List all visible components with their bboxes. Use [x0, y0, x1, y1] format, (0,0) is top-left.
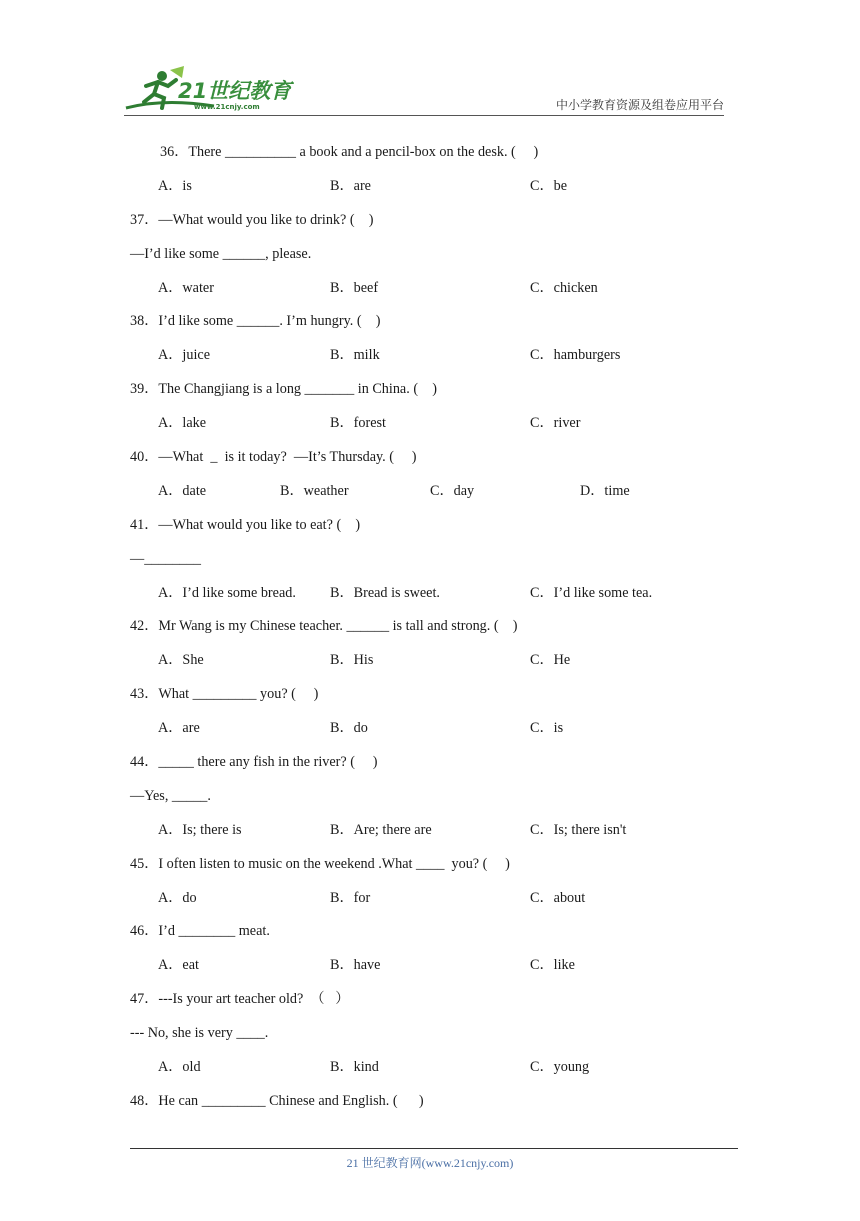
- options-43: [130, 712, 750, 746]
- question-37: 37．—What would you like to drink? ( ): [130, 211, 374, 228]
- option-a: A．are: [158, 720, 200, 737]
- option-a: A．do: [158, 889, 197, 906]
- option-c: C．young: [530, 1059, 590, 1076]
- option-b: B．His: [330, 652, 374, 669]
- question-44-continuation: —Yes, _____.: [130, 787, 211, 804]
- option-b: B．have: [330, 957, 381, 974]
- options-36: [130, 170, 750, 204]
- options-40: [130, 475, 750, 509]
- question-45: 45．I often listen to music on the weekend .What ____ you? ( ): [130, 855, 510, 872]
- question-47: 47．---Is your art teacher old? （ ）: [130, 991, 350, 1008]
- option-b: B．Are; there are: [330, 821, 432, 838]
- svg-text:www.21cnjy.com: www.21cnjy.com: [194, 103, 260, 111]
- option-b: B．milk: [330, 347, 380, 364]
- option-b: B．do: [330, 720, 368, 737]
- options-44: [130, 814, 750, 848]
- question-list: [130, 136, 750, 1119]
- option-a: A．She: [158, 652, 204, 669]
- question-37-continuation: —I’d like some ______, please.: [130, 245, 312, 262]
- options-47: [130, 1051, 750, 1085]
- option-c: C．river: [530, 415, 581, 432]
- option-b: B．beef: [330, 279, 379, 296]
- question-41: 41．—What would you like to eat? ( ): [130, 516, 361, 533]
- options-38: [130, 339, 750, 373]
- option-d: D．time: [580, 482, 630, 499]
- header-divider: [124, 115, 724, 116]
- question-46: 46．I’d ________ meat.: [130, 923, 270, 940]
- question-48: 48．He can _________ Chinese and English. ( ): [130, 1092, 424, 1109]
- options-39: [130, 407, 750, 441]
- svg-text:21世纪教育: 21世纪教育: [178, 79, 292, 103]
- option-b: B．weather: [280, 482, 349, 499]
- option-b: B．forest: [330, 415, 386, 432]
- footer-divider: [130, 1148, 738, 1149]
- options-45: [130, 882, 750, 916]
- option-c: C．chicken: [530, 279, 598, 296]
- question-42: 42．Mr Wang is my Chinese teacher. ______ is tall and strong. ( ): [130, 618, 518, 635]
- question-41-continuation: —________: [130, 550, 201, 567]
- option-a: A．juice: [158, 347, 211, 364]
- option-c: C．is: [530, 720, 564, 737]
- options-46: [130, 949, 750, 983]
- 21cnjy-logo: [124, 62, 294, 114]
- option-c: C．I’d like some tea.: [530, 584, 653, 601]
- platform-name: 中小学教育资源及组卷应用平台: [555, 98, 724, 112]
- option-a: A．date: [158, 482, 207, 499]
- option-c: C．He: [530, 652, 571, 669]
- question-44: 44．_____ there any fish in the river? ( ): [130, 754, 378, 771]
- question-43: 43．What _________ you? ( ): [130, 686, 319, 703]
- option-a: A．water: [158, 279, 214, 296]
- question-40: 40．—What _ is it today? —It’s Thursday. ( ): [130, 449, 417, 466]
- options-42: [130, 644, 750, 678]
- option-c: C．like: [530, 957, 575, 974]
- option-c: C．about: [530, 889, 586, 906]
- option-b: B．for: [330, 889, 371, 906]
- option-a: A．is: [158, 177, 192, 194]
- option-c: C．hamburgers: [530, 347, 621, 364]
- option-c: C．day: [430, 482, 475, 499]
- option-b: B．kind: [330, 1059, 379, 1076]
- option-c: C．be: [530, 177, 568, 194]
- question-39: 39．The Changjiang is a long _______ in China. ( ): [130, 381, 437, 398]
- footer-site-link[interactable]: 21 世纪教育网(www.21cnjy.com): [346, 1156, 514, 1170]
- option-a: A．I’d like some bread.: [158, 584, 296, 601]
- page-header: [124, 62, 724, 114]
- options-41: [130, 577, 750, 611]
- question-38: 38．I’d like some ______. I’m hungry. ( ): [130, 313, 381, 330]
- option-a: A．lake: [158, 415, 207, 432]
- option-a: A．old: [158, 1059, 201, 1076]
- option-a: A．eat: [158, 957, 199, 974]
- option-a: A．Is; there is: [158, 821, 242, 838]
- question-36: 36．There __________ a book and a pencil-box on the desk. ( ): [160, 144, 539, 160]
- option-b: B．Bread is sweet.: [330, 584, 440, 601]
- question-47-continuation: --- No, she is very ____.: [130, 1025, 269, 1042]
- option-b: B．are: [330, 177, 371, 194]
- options-37: [130, 272, 750, 306]
- option-c: C．Is; there isn't: [530, 821, 627, 838]
